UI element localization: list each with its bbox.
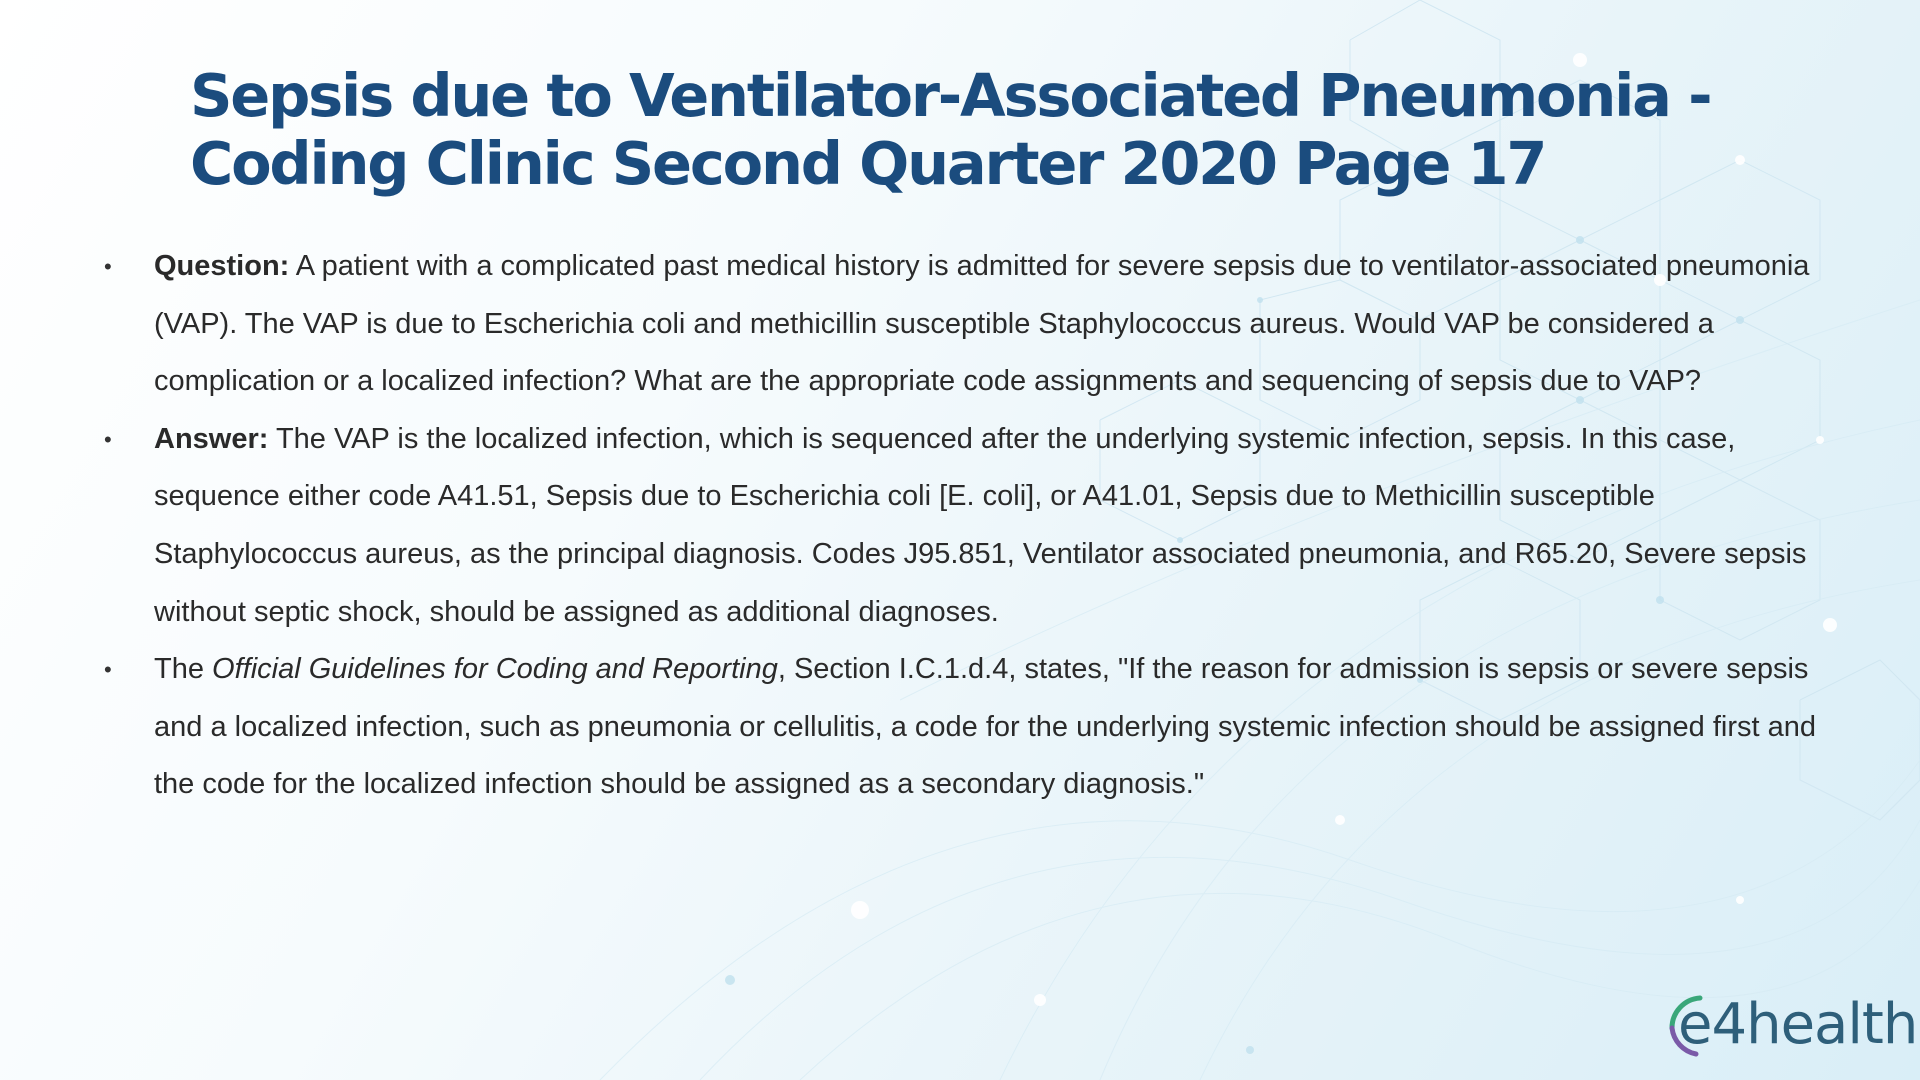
slide-title-line-1: Sepsis due to Ventilator-Associated Pneumonia - — [190, 61, 1711, 130]
answer-text: The VAP is the localized infection, which is sequenced after the underlying systemic infection, sepsis. In this case, sequence either code A41.51, Sepsis due to Escherichia coli [E. coli], or A41.01, Sepsis due to Methicillin susceptible Staphylococcus aureus, as the principal diagnosis. Codes J95.851, Ventilator associated pneumonia, and R65.20, Severe sepsis without septic shock, should be assigned as additional diagnoses. — [154, 422, 1807, 628]
e4health-logo — [1660, 990, 1918, 1060]
guidelines-prefix: The — [154, 653, 213, 686]
slide-title-line-2: Coding Clinic Second Quarter 2020 Page 17 — [190, 129, 1546, 198]
bullet-marker: • — [104, 657, 112, 683]
bullet-answer — [100, 411, 1840, 641]
bullet-marker: • — [104, 426, 112, 452]
answer-label: Answer: — [154, 422, 269, 455]
logo-wordmark: e4health — [1678, 992, 1918, 1057]
question-label: Question: — [154, 250, 290, 282]
bullet-question — [100, 238, 1840, 411]
guidelines-title: Official Guidelines for Coding and Reporting — [212, 653, 778, 686]
bullet-marker: • — [104, 254, 112, 279]
slide-title — [190, 62, 1790, 198]
question-text: A patient with a complicated past medical history is admitted for severe sepsis due to ventilator-associated pneumonia (VAP). The VAP is due to Escherichia coli and methicillin susceptible Staphylococcus aureus. Would VAP be considered a complication or a localized infection? What are the appropriate code assignments and sequencing of sepsis due to VAP? — [154, 250, 1810, 398]
bullet-list — [100, 238, 1840, 814]
bullet-guidelines — [100, 641, 1840, 814]
guidelines-text: , Section I.C.1.d.4, states, "If the reason for admission is sepsis or severe sepsis and a localized infection, such as pneumonia or cellulitis, a code for the underlying systemic infection should be assigned first and the code for the localized infection should be assigned as a secondary diagnosis." — [154, 653, 1817, 801]
